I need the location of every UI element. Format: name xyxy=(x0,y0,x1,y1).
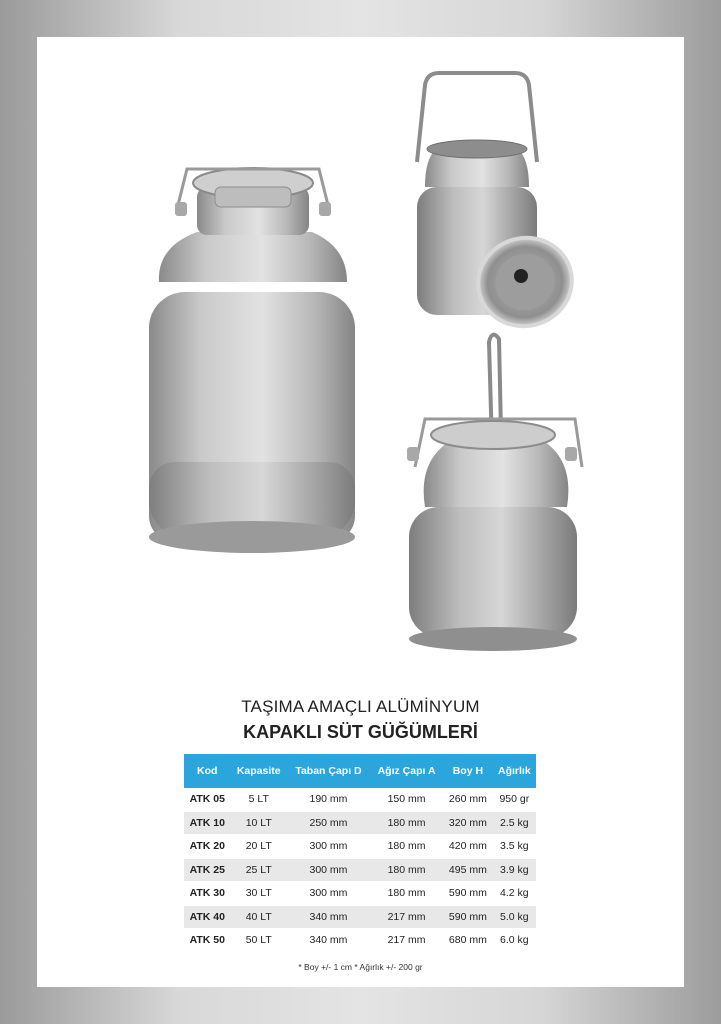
cell-base-diameter: 250 mm xyxy=(287,811,370,835)
cell-weight: 3.5 kg xyxy=(493,835,536,859)
column-header-height: Boy H xyxy=(443,754,493,788)
large-milk-can-image xyxy=(149,168,355,553)
column-header-code: Kod xyxy=(184,754,231,788)
cell-height: 320 mm xyxy=(443,811,493,835)
cell-code: ATK 40 xyxy=(184,905,231,929)
catalog-page xyxy=(37,37,684,987)
column-header-capacity: Kapasite xyxy=(231,754,287,788)
cell-base-diameter: 300 mm xyxy=(287,835,370,859)
cell-mouth-diameter: 217 mm xyxy=(370,905,443,929)
cell-capacity: 5 LT xyxy=(231,788,287,811)
product-title: KAPAKLI SÜT GÜĞÜMLERİ xyxy=(243,722,478,742)
cell-mouth-diameter: 150 mm xyxy=(370,788,443,811)
cell-base-diameter: 300 mm xyxy=(287,858,370,882)
cell-base-diameter: 340 mm xyxy=(287,905,370,929)
cell-capacity: 20 LT xyxy=(231,835,287,859)
cell-mouth-diameter: 217 mm xyxy=(370,929,443,953)
cell-weight: 6.0 kg xyxy=(493,929,536,953)
tolerance-footnote: * Boy +/- 1 cm * Ağırlık +/- 200 gr xyxy=(298,962,423,972)
cell-weight: 2.5 kg xyxy=(493,811,536,835)
cell-height: 590 mm xyxy=(443,882,493,906)
table-row xyxy=(184,811,536,835)
cell-height: 420 mm xyxy=(443,835,493,859)
cell-weight: 950 gr xyxy=(493,788,536,811)
cell-code: ATK 50 xyxy=(184,929,231,953)
spec-table xyxy=(184,754,536,953)
cell-weight: 3.9 kg xyxy=(493,858,536,882)
cell-code: ATK 05 xyxy=(184,788,231,811)
cell-code: ATK 10 xyxy=(184,811,231,835)
cell-capacity: 50 LT xyxy=(231,929,287,953)
cell-height: 260 mm xyxy=(443,788,493,811)
table-row xyxy=(184,905,536,929)
cell-height: 495 mm xyxy=(443,858,493,882)
cell-code: ATK 25 xyxy=(184,858,231,882)
table-row xyxy=(184,882,536,906)
cell-mouth-diameter: 180 mm xyxy=(370,811,443,835)
cell-base-diameter: 300 mm xyxy=(287,882,370,906)
table-row xyxy=(184,835,536,859)
cell-capacity: 30 LT xyxy=(231,882,287,906)
cell-capacity: 10 LT xyxy=(231,811,287,835)
table-row xyxy=(184,858,536,882)
closed-milk-can-image xyxy=(407,335,582,651)
cell-mouth-diameter: 180 mm xyxy=(370,858,443,882)
column-header-base-diameter: Taban Çapı D xyxy=(287,754,370,788)
cell-height: 680 mm xyxy=(443,929,493,953)
cell-height: 590 mm xyxy=(443,905,493,929)
cell-capacity: 25 LT xyxy=(231,858,287,882)
product-subtitle: TAŞIMA AMAÇLI ALÜMİNYUM xyxy=(241,697,480,716)
open-milk-can-image xyxy=(417,73,582,337)
cell-base-diameter: 340 mm xyxy=(287,929,370,953)
table-row xyxy=(184,788,536,811)
cell-weight: 4.2 kg xyxy=(493,882,536,906)
column-header-mouth-diameter: Ağız Çapı A xyxy=(370,754,443,788)
column-header-weight: Ağırlık xyxy=(493,754,536,788)
table-row xyxy=(184,929,536,953)
cell-code: ATK 30 xyxy=(184,882,231,906)
cell-base-diameter: 190 mm xyxy=(287,788,370,811)
cell-capacity: 40 LT xyxy=(231,905,287,929)
cell-weight: 5.0 kg xyxy=(493,905,536,929)
table-header-row xyxy=(184,754,536,788)
cell-mouth-diameter: 180 mm xyxy=(370,835,443,859)
cell-code: ATK 20 xyxy=(184,835,231,859)
cell-mouth-diameter: 180 mm xyxy=(370,882,443,906)
product-photos xyxy=(37,37,684,677)
